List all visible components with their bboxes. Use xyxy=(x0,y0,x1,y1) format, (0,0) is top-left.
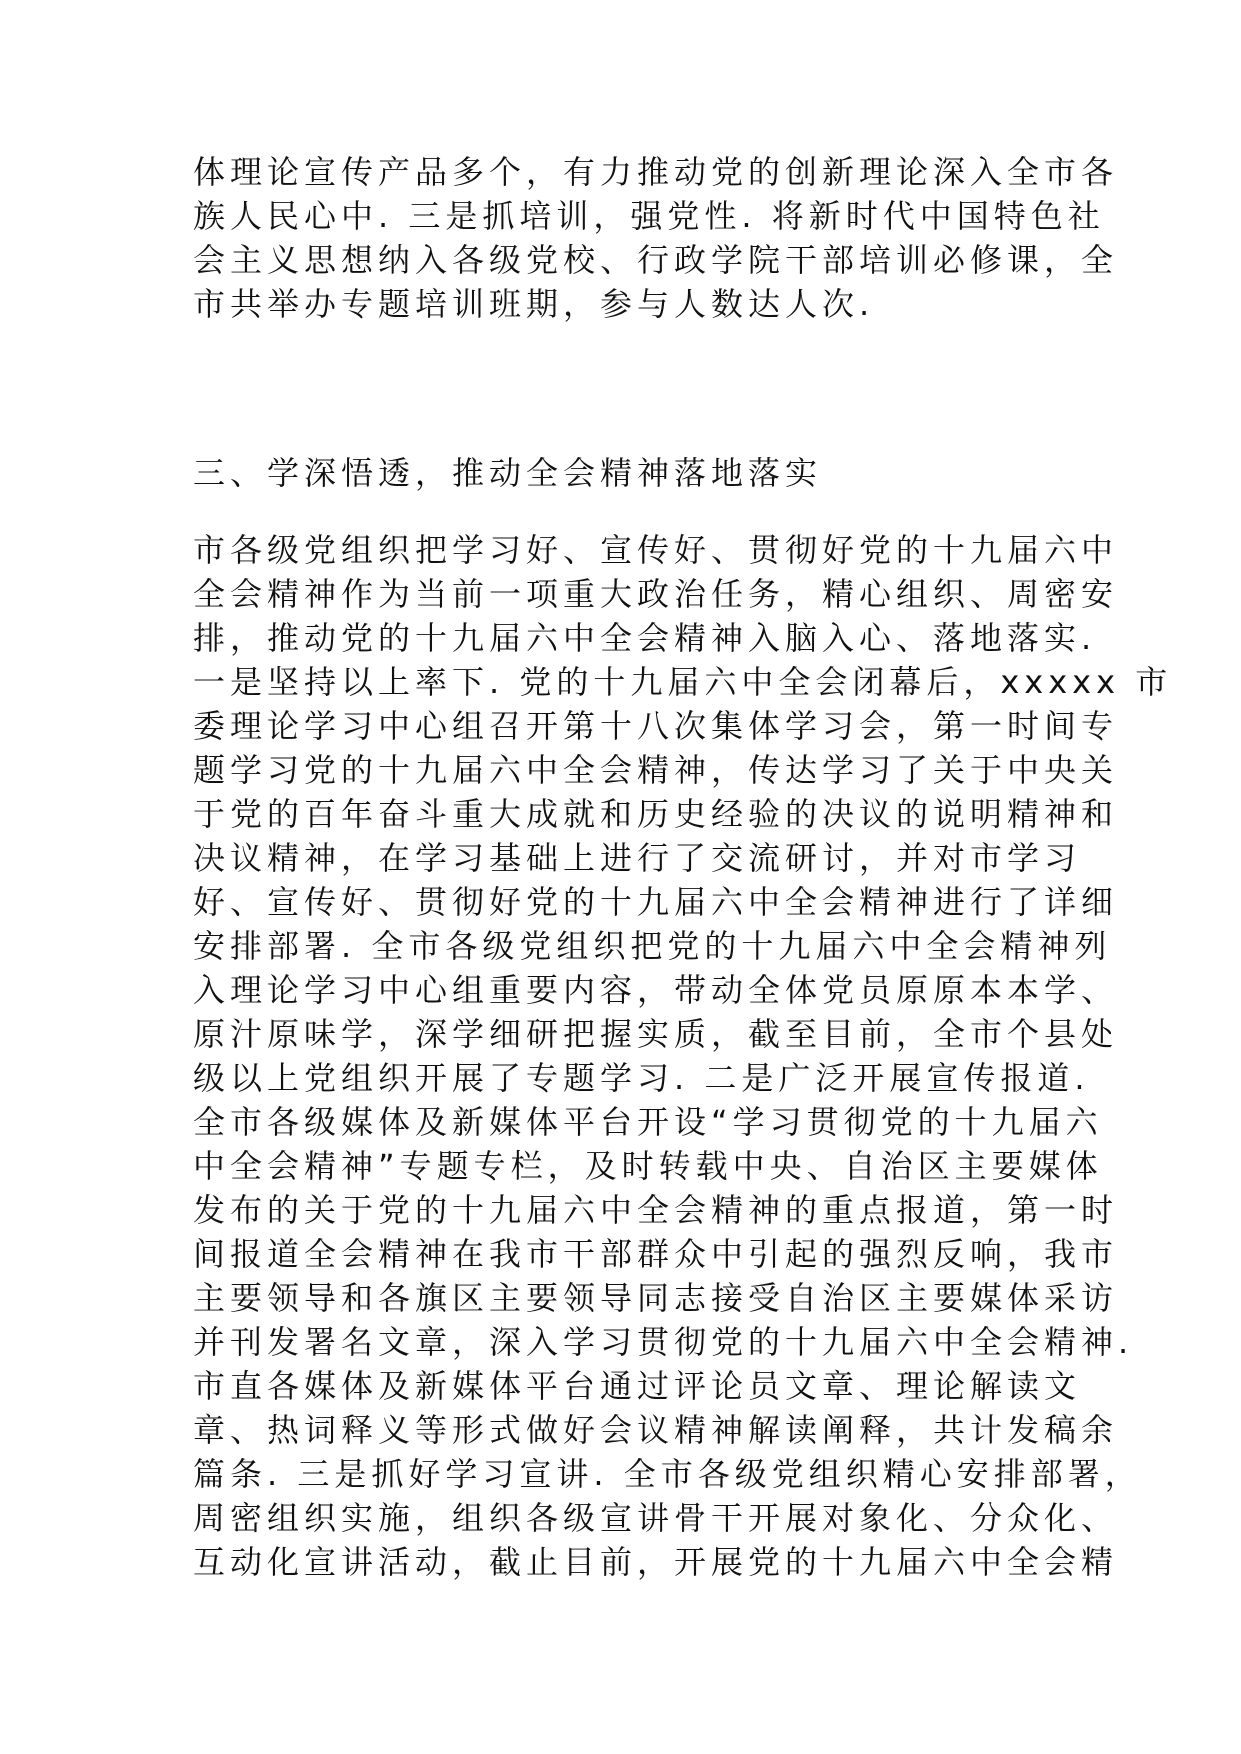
text-line: 并刊发署名文章，深入学习贯彻党的十九届六中全会精神. xyxy=(193,1323,1134,1361)
text-line: 互动化宣讲活动，截止目前，开展党的十九届六中全会精 xyxy=(193,1543,1119,1581)
text-line: 于党的百年奋斗重大成就和历史经验的决议的说明精神和 xyxy=(193,795,1119,833)
text-line: 决议精神，在学习基础上进行了交流研讨，并对市学习 xyxy=(193,839,1082,877)
text-line: 排，推动党的十九届六中全会精神入脑入心、落地落实. xyxy=(193,619,1097,657)
section-heading xyxy=(193,451,1053,495)
paragraph-1 xyxy=(193,150,1119,326)
text-line: 委理论学习中心组召开第十八次集体学习会，第一时间专 xyxy=(193,707,1119,745)
section-heading-text: 三、学深悟透，推动全会精神落地落实 xyxy=(193,454,823,492)
text-line: 一是坚持以上率下. 党的十九届六中全会闭幕后，xxxxx 市 xyxy=(193,663,1173,701)
text-line: 主要领导和各旗区主要领导同志接受自治区主要媒体采访 xyxy=(193,1279,1119,1317)
text-line: 间报道全会精神在我市干部群众中引起的强烈反响，我市 xyxy=(193,1235,1119,1273)
text-line: 安排部署. 全市各级党组织把党的十九届六中全会精神列 xyxy=(193,927,1112,965)
text-line: 全会精神作为当前一项重大政治任务，精心组织、周密安 xyxy=(193,575,1119,613)
text-line: 好、宣传好、贯彻好党的十九届六中全会精神进行了详细 xyxy=(193,883,1119,921)
paragraph-2 xyxy=(193,528,1173,1584)
text-line: 全市各级媒体及新媒体平台开设“学习贯彻党的十九届六 xyxy=(193,1103,1103,1141)
text-line: 市各级党组织把学习好、宣传好、贯彻好党的十九届六中 xyxy=(193,531,1119,569)
text-line: 原汁原味学，深学细研把握实质，截至目前，全市个县处 xyxy=(193,1015,1119,1053)
text-line: 族人民心中. 三是抓培训，强党性. 将新时代中国特色社 xyxy=(193,197,1105,235)
text-line: 周密组织实施，组织各级宣讲骨干开展对象化、分众化、 xyxy=(193,1499,1119,1537)
text-line: 篇条. 三是抓好学习宣讲. 全市各级党组织精心安排部署， xyxy=(193,1455,1142,1493)
text-line: 会主义思想纳入各级党校、行政学院干部培训必修课，全 xyxy=(193,241,1119,279)
text-line: 发布的关于党的十九届六中全会精神的重点报道，第一时 xyxy=(193,1191,1119,1229)
text-line: 体理论宣传产品多个，有力推动党的创新理论深入全市各 xyxy=(193,153,1119,191)
text-line: 级以上党组织开展了专题学习. 二是广泛开展宣传报道. xyxy=(193,1059,1090,1097)
text-line: 题学习党的十九届六中全会精神，传达学习了关于中央关 xyxy=(193,751,1119,789)
text-line: 章、热词释义等形式做好会议精神解读阐释，共计发稿余 xyxy=(193,1411,1119,1449)
text-line: 市共举办专题培训班期，参与人数达人次. xyxy=(193,285,875,323)
text-line: 入理论学习中心组重要内容，带动全体党员原原本本学、 xyxy=(193,971,1119,1009)
text-line: 市直各媒体及新媒体平台通过评论员文章、理论解读文 xyxy=(193,1367,1082,1405)
text-line: 中全会精神”专题专栏，及时转载中央、自治区主要媒体 xyxy=(193,1147,1103,1185)
